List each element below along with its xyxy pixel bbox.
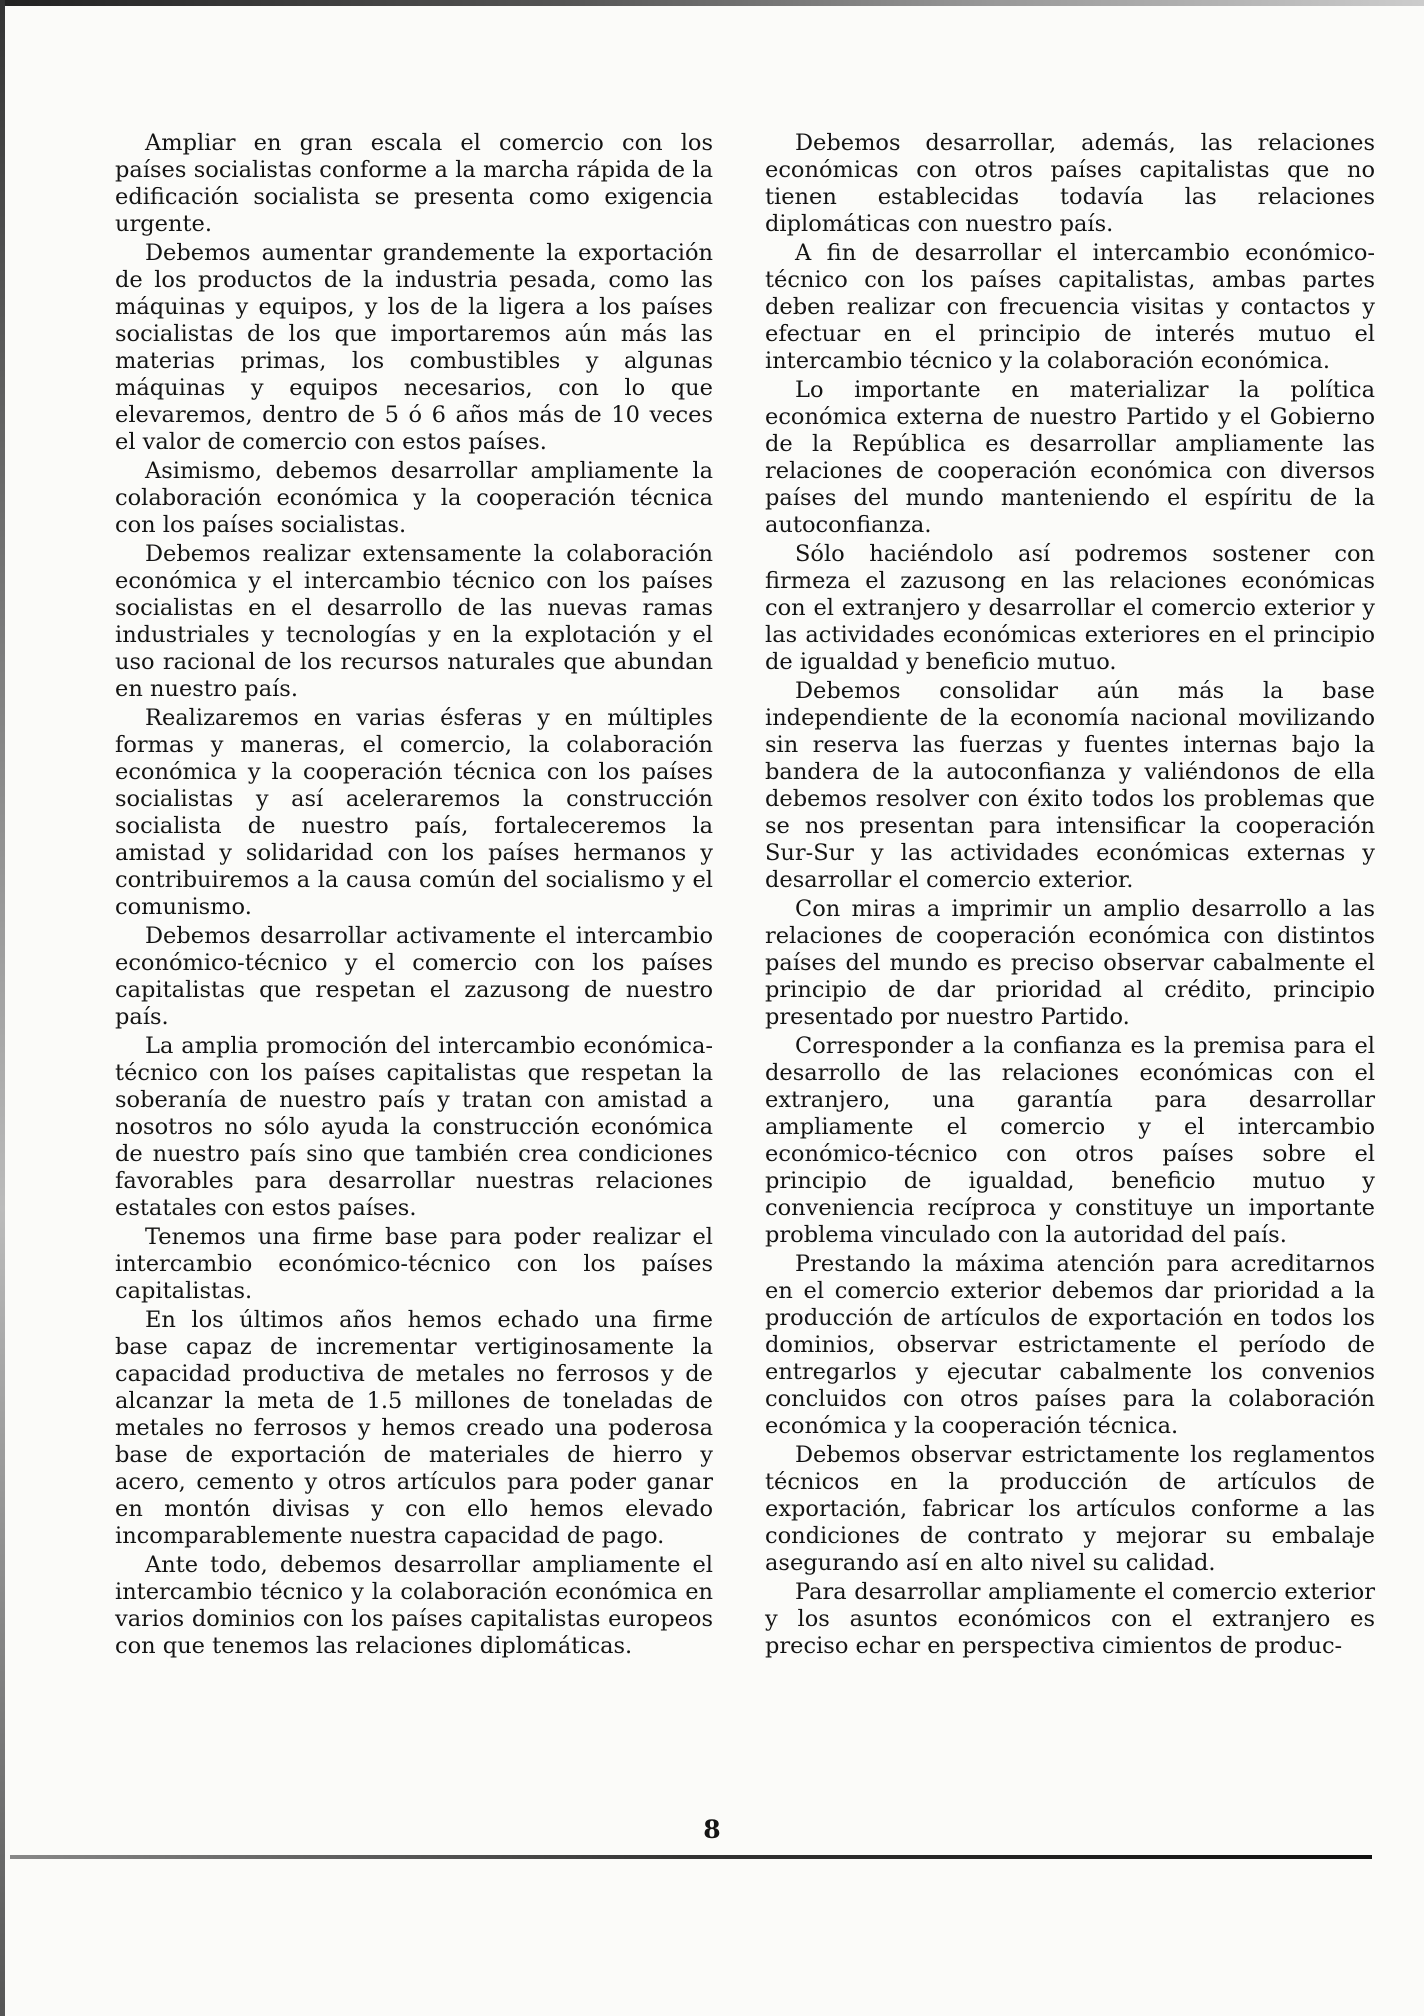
paragraph: En los últimos años hemos echado una firme base capaz de incrementar vertiginosamente la capacidad productiva de metales no ferrosos y de alcanzar la meta de 1.5 millones de toneladas de metales no ferrosos y hemos creado una poderosa base de exportación de materiales de hierro y acero, cemento y otros artículos para poder ganar en montón divisas y con ello hemos elevado incomparablemente nuestra capacidad de pago. <box>115 1307 713 1549</box>
paragraph: Debemos desarrollar activamente el intercambio económico-técnico y el comercio con los países capitalistas que respetan el zazusong de nuestro país. <box>115 923 713 1030</box>
left-column <box>115 130 713 1662</box>
paragraph: Debemos desarrollar, además, las relaciones económicas con otros países capitalistas que no tienen establecidas todavía las relaciones diplomáticas con nuestro país. <box>765 130 1375 237</box>
paragraph: Para desarrollar ampliamente el comercio exterior y los asuntos económicos con el extranjero es preciso echar en perspectiva cimientos de produc- <box>765 1579 1375 1659</box>
paragraph: Lo importante en materializar la política económica externa de nuestro Partido y el Gobierno de la República es desarrollar ampliamente las relaciones de cooperación económica con diversos países del mundo manteniendo el espíritu de la autoconfianza. <box>765 377 1375 538</box>
paragraph: Debemos consolidar aún más la base independiente de la economía nacional movilizando sin reserva las fuerzas y fuentes internas bajo la bandera de la autoconfianza y valiéndonos de ella debemos resolver con éxito todos los problemas que se nos presentan para intensificar la cooperación Sur-Sur y las actividades económicas externas y desarrollar el comercio exterior. <box>765 678 1375 893</box>
paragraph: Ampliar en gran escala el comercio con los países socialistas conforme a la marcha rápida de la edificación socialista se presenta como exigencia urgente. <box>115 130 713 237</box>
paragraph: Con miras a imprimir un amplio desarrollo a las relaciones de cooperación económica con distintos países del mundo es preciso observar cabalmente el principio de dar prioridad al crédito, principio presentado por nuestro Partido. <box>765 896 1375 1030</box>
paragraph: Ante todo, debemos desarrollar ampliamente el intercambio técnico y la colaboración económica en varios dominios con los países capitalistas europeos con que tenemos las relaciones diplomáticas. <box>115 1552 713 1659</box>
paragraph: A fin de desarrollar el intercambio económico-técnico con los países capitalistas, ambas partes deben realizar con frecuencia visitas y contactos y efectuar en el principio de interés mutuo el intercambio técnico y la colaboración económica. <box>765 240 1375 374</box>
paragraph: Corresponder a la confianza es la premisa para el desarrollo de las relaciones económicas con el extranjero, una garantía para desarrollar ampliamente el comercio y el intercambio económico-técnico con otros países sobre el principio de igualdad, beneficio mutuo y conveniencia recíproca y constituye un importante problema vinculado con la autoridad del país. <box>765 1033 1375 1248</box>
right-column <box>765 130 1375 1662</box>
scan-edge-top <box>0 0 1424 6</box>
paragraph: Debemos realizar extensamente la colaboración económica y el intercambio técnico con los países socialistas en el desarrollo de las nuevas ramas industriales y tecnologías y en la explotación y el uso racional de los recursos naturales que abundan en nuestro país. <box>115 541 713 702</box>
scan-edge-bottom <box>10 1855 1372 1859</box>
paragraph: La amplia promoción del intercambio económica-técnico con los países capitalistas que respetan la soberanía de nuestro país y tratan con amistad a nosotros no sólo ayuda la construcción económica de nuestro país sino que también crea condiciones favorables para desarrollar nuestras relaciones estatales con estos países. <box>115 1033 713 1221</box>
paragraph: Sólo haciéndolo así podremos sostener con firmeza el zazusong en las relaciones económicas con el extranjero y desarrollar el comercio exterior y las actividades económicas exteriores en el principio de igualdad y beneficio mutuo. <box>765 541 1375 675</box>
paragraph: Debemos observar estrictamente los reglamentos técnicos en la producción de artículos de exportación, fabricar los artículos conforme a las condiciones de contrato y mejorar su embalaje asegurando así en alto nivel su calidad. <box>765 1442 1375 1576</box>
page-number: 8 <box>703 1815 721 1844</box>
paragraph: Debemos aumentar grandemente la exportación de los productos de la industria pesada, como las máquinas y equipos, y los de la ligera a los países socialistas de los que importaremos aún más las materias primas, los combustibles y algunas máquinas y equipos necesarios, con lo que elevaremos, dentro de 5 ó 6 años más de 10 veces el valor de comercio con estos países. <box>115 240 713 455</box>
paragraph: Realizaremos en varias ésferas y en múltiples formas y maneras, el comercio, la colaboración económica y la cooperación técnica con los países socialistas y así aceleraremos la construcción socialista de nuestro país, fortaleceremos la amistad y solidaridad con los países hermanos y contribuiremos a la causa común del socialismo y el comunismo. <box>115 705 713 920</box>
paragraph: Asimismo, debemos desarrollar ampliamente la colaboración económica y la cooperación técnica con los países socialistas. <box>115 458 713 538</box>
paragraph: Tenemos una firme base para poder realizar el intercambio económico-técnico con los países capitalistas. <box>115 1224 713 1304</box>
paragraph: Prestando la máxima atención para acreditarnos en el comercio exterior debemos dar prioridad a la producción de artículos de exportación en todos los dominios, observar estrictamente el período de entregarlos y ejecutar cabalmente los convenios concluidos con otros países para la colaboración económica y la cooperación técnica. <box>765 1251 1375 1439</box>
scan-edge-left <box>0 0 5 2016</box>
